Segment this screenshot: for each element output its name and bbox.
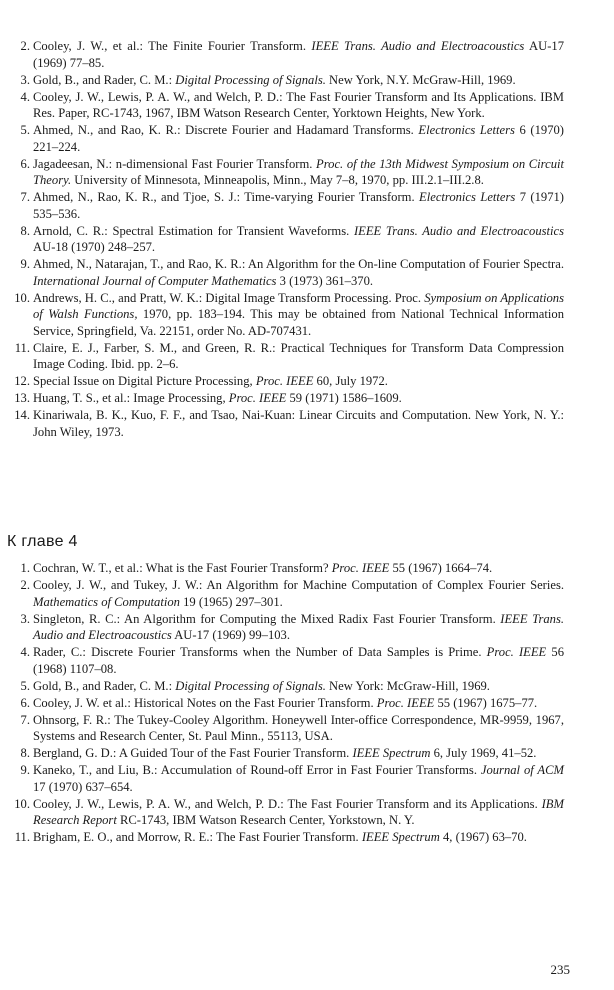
reference-details: 56 (1968) 1107–08. (33, 645, 564, 676)
reference-item (8, 290, 564, 340)
reference-source: Proc. of the 13th Midwest Symposium on Circuit Theory. (33, 156, 564, 187)
reference-item (8, 122, 564, 155)
reference-item (8, 560, 564, 577)
reference-list-chapter-3 (8, 38, 564, 441)
reference-source: Symposium on Applications of Walsh Functions, (33, 290, 564, 321)
reference-item (8, 644, 564, 677)
reference-number: 13. (14, 391, 30, 405)
reference-text: Cooley, J. W. et al.: Historical Notes on the Fast Fourier Transform. (33, 695, 377, 710)
reference-details: New York: McGraw-Hill, 1969. (325, 678, 490, 693)
reference-text: Cochran, W. T., et al.: What is the Fast Fourier Transform? (33, 561, 332, 575)
reference-details: 1970, pp. 183–194. This may be obtained from National Technical Information Service, Springfield, Va. 22151, order No. AD-707431. (33, 307, 564, 338)
reference-item (8, 712, 564, 745)
reference-source: Electronics Letters (418, 123, 515, 137)
reference-number: 11. (14, 830, 30, 844)
section-heading: К главе 4 (7, 533, 78, 550)
reference-number: 5. (20, 123, 30, 137)
reference-text: Brigham, E. O., and Morrow, R. E.: The Fast Fourier Transform. (33, 830, 362, 844)
reference-source: Proc. IEEE (376, 695, 435, 710)
reference-source: Proc. IEEE (486, 645, 547, 659)
reference-text: Kaneko, T., and Liu, B.: Accumulation of Round-off Error in Fast Fourier Transforms. (33, 763, 481, 777)
reference-item (8, 390, 564, 407)
reference-details: New York, N.Y. McGraw-Hill, 1969. (325, 72, 516, 87)
reference-text: Singleton, R. C.: An Algorithm for Computing the Mixed Radix Fast Fourier Transform. (33, 611, 501, 626)
reference-details: 59 (1971) 1586–1609. (286, 391, 402, 405)
reference-item (8, 373, 564, 390)
reference-source: IEEE Trans. Audio and Electroacoustics (311, 39, 525, 53)
reference-text: Jagadeesan, N.: n-dimensional Fast Fourier Transform. (33, 156, 317, 171)
reference-number: 8. (20, 223, 30, 238)
reference-details: 6 (1970) 221–224. (33, 123, 564, 154)
reference-item (8, 829, 564, 846)
reference-number: 10. (14, 796, 30, 811)
reference-source: IEEE Trans. Audio and Electroacoustics (33, 611, 564, 642)
reference-text: Cooley, J. W., Lewis, P. A. W., and Welch, P. D.: The Fast Fourier Transform and Its Applications. IBM Res. Paper, RC-1743, 1967, IBM Watson Research Center, Yorktown Heights, New York. (33, 89, 564, 120)
reference-source: International Journal of Computer Mathematics (33, 273, 277, 288)
reference-item (8, 796, 564, 829)
reference-text: Cooley, J. W., et al.: The Finite Fourier Transform. (33, 39, 312, 53)
reference-number: 3. (20, 611, 30, 626)
reference-details: University of Minnesota, Minneapolis, Minn., May 7–8, 1970, pp. III.2.1–III.2.8. (71, 173, 484, 187)
reference-source: Proc. IEEE (331, 561, 390, 575)
reference-source: Electronics Letters (419, 190, 516, 204)
reference-details: 55 (1967) 1664–74. (389, 561, 493, 575)
reference-number: 7. (20, 712, 30, 727)
reference-number: 4. (20, 89, 30, 104)
reference-details: 17 (1970) 637–654. (33, 779, 133, 794)
reference-text: Huang, T. S., et al.: Image Processing, (33, 391, 229, 405)
reference-number: 6. (20, 156, 30, 171)
reference-details: 6, July 1969, 41–52. (430, 746, 537, 760)
reference-number: 14. (14, 408, 30, 422)
reference-source: Digital Processing of Signals. (175, 678, 326, 693)
reference-number: 4. (20, 645, 30, 659)
reference-details: 4, (1967) 63–70. (439, 830, 527, 844)
reference-text: Cooley, J. W., Lewis, P. A. W., and Welch, P. D.: The Fast Fourier Transform and its Applications. (33, 796, 542, 811)
reference-number: 1. (20, 561, 30, 575)
reference-details: 7 (1971) 535–536. (33, 190, 564, 221)
reference-text: Kinariwala, B. K., Kuo, F. F., and Tsao, Nai-Kuan: Linear Circuits and Computation. New York, N. Y.: John Wiley, 1973. (33, 408, 564, 439)
reference-number: 11. (14, 340, 30, 355)
reference-number: 9. (20, 763, 30, 777)
reference-source: IEEE Spectrum (361, 830, 440, 844)
reference-details: AU-17 (1969) 77–85. (33, 39, 564, 70)
reference-text: Bergland, G. D.: A Guided Tour of the Fast Fourier Transform. (33, 746, 353, 760)
reference-number: 2. (20, 39, 30, 53)
reference-text: Ahmed, N., and Rao, K. R.: Discrete Fourier and Hadamard Transforms. (33, 123, 419, 137)
reference-source: IEEE Spectrum (352, 746, 431, 760)
reference-item (8, 577, 564, 610)
reference-source: Journal of ACM (480, 763, 564, 777)
reference-item (8, 695, 564, 712)
reference-item (8, 762, 564, 795)
reference-text: Gold, B., and Rader, C. M.: (33, 678, 176, 693)
reference-number: 12. (14, 374, 30, 388)
reference-text: Arnold, C. R.: Spectral Estimation for Transient Waveforms. (33, 223, 354, 238)
reference-list-chapter-4 (8, 560, 564, 846)
reference-details: 55 (1967) 1675–77. (434, 695, 538, 710)
reference-source: Mathematics of Computation (33, 594, 180, 609)
reference-item (8, 340, 564, 373)
reference-source: Digital Processing of Signals. (175, 72, 326, 87)
reference-number: 5. (20, 678, 30, 693)
reference-source: Proc. IEEE (255, 374, 314, 388)
reference-source: Proc. IEEE (228, 391, 287, 405)
reference-number: 3. (20, 72, 30, 87)
reference-text: Ohnsorg, F. R.: The Tukey-Cooley Algorithm. Honeywell Inter-office Correspondence, MR-9959, 1967, Systems and Research Center, St. Paul Minn., 55113, USA. (33, 712, 564, 743)
reference-text: Cooley, J. W., and Tukey, J. W.: An Algorithm for Machine Computation of Complex Fourier Series. (33, 578, 564, 592)
reference-details: AU-17 (1969) 99–103. (171, 628, 290, 642)
reference-item (8, 407, 564, 440)
reference-text: Ahmed, N., Natarajan, T., and Rao, K. R.: An Algorithm for the On-line Computation of Fourier Spectra. (33, 257, 564, 271)
reference-item (8, 256, 564, 289)
reference-item (8, 678, 564, 695)
reference-item (8, 611, 564, 644)
reference-number: 6. (20, 695, 30, 710)
reference-item (8, 745, 564, 762)
reference-item (8, 38, 564, 71)
reference-number: 8. (20, 746, 30, 760)
reference-item (8, 189, 564, 222)
reference-number: 2. (20, 578, 30, 592)
page-number: 235 (550, 962, 570, 977)
reference-item (8, 223, 564, 256)
reference-number: 7. (20, 190, 30, 204)
reference-source: IBM Research Report (33, 796, 564, 827)
reference-item (8, 89, 564, 122)
reference-text: Special Issue on Digital Picture Processing, (33, 374, 256, 388)
reference-source: IEEE Trans. Audio and Electroacoustics (353, 223, 565, 238)
reference-number: 10. (14, 290, 30, 305)
reference-text: Andrews, H. C., and Pratt, W. K.: Digital Image Transform Processing. Proc. (33, 290, 425, 305)
reference-number: 9. (20, 257, 30, 271)
reference-text: Claire, E. J., Farber, S. M., and Green, R. R.: Practical Techniques for Transform Data Compression Image Coding. Ibid. pp. 2–6. (33, 340, 564, 371)
reference-text: Gold, B., and Rader, C. M.: (33, 72, 176, 87)
reference-details: RC-1743, IBM Watson Research Center, Yorkstown, N. Y. (116, 813, 415, 827)
reference-details: 60, July 1972. (313, 374, 388, 388)
reference-item (8, 156, 564, 189)
reference-text: Rader, C.: Discrete Fourier Transforms when the Number of Data Samples is Prime. (33, 645, 487, 659)
reference-details: 3 (1973) 361–370. (276, 273, 374, 288)
reference-item (8, 72, 564, 89)
reference-text: Ahmed, N., Rao, K. R., and Tjoe, S. J.: Time-varying Fourier Transform. (33, 190, 420, 204)
reference-details: AU-18 (1970) 248–257. (33, 240, 156, 254)
reference-details: 19 (1965) 297–301. (179, 594, 283, 609)
